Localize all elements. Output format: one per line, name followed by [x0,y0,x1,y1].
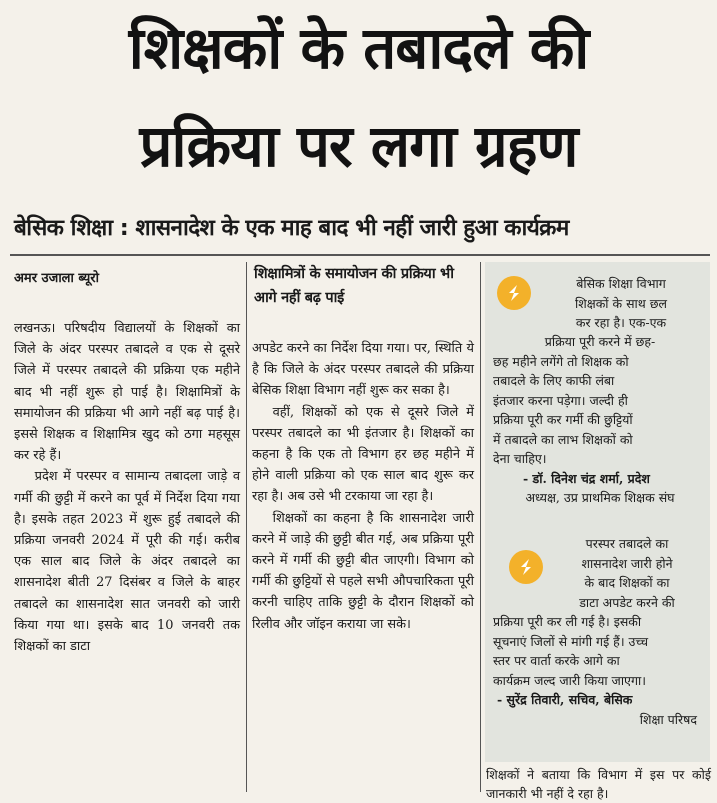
quote2-line: प्रक्रिया पूरी कर ली गई है। इसकी [493,614,642,629]
article-column-2 [252,338,474,635]
quote1-line: तबादले के लिए काफी लंबा [493,373,615,388]
quote2-attribution-role: शिक्षा परिषद [639,711,697,727]
column1-paragraph-2: प्रदेश में परस्पर व सामान्य तबादला जाड़े व गर्मी की छुट्टी में करने का पूर्व में निर्देश दिया गया है। इसके तहत 2023 में शुरू हुई तबादले की प्रक्रिया जनवरी 2024 में पूरी की गई। करीब एक साल बाद जिले के अंदर तबादले का शासनादेश बीती 27 दिसंबर व जिले के बाहर तबादले का शासनादेश सात जनवरी को जारी किया गया था। इसके बाद 10 जनवरी तक शिक्षकों का डाटा [14,469,240,655]
headline-line-1: शिक्षकों के तबादले की [128,14,589,82]
quote2-line: के बाद शिक्षकों का [584,575,670,590]
quote1-line: देना चाहिए। [493,451,547,466]
byline: अमर उजाला ब्यूरो [14,271,99,286]
quote-badge-icon [509,550,543,584]
column1-paragraph-1: लखनऊ। परिषदीय विद्यालयों के शिक्षकों का जिले के अंदर परस्पर तबादले व एक से दूसरे जिले में परस्पर तबादले की प्रक्रिया एक महीने बाद भी नहीं शुरू हो पाई है। शिक्षामित्रों के समायोजन की प्रक्रिया भी आगे नहीं बढ़ पाई है। इससे शिक्षक व शिक्षामित्र खुद को ठगा महसूस कर रहे हैं। [14,321,240,464]
column3-closing-text: शिक्षकों ने बताया कि विभाग में इस पर कोई जानकारी भी नहीं दे रहा है। [486,767,711,801]
subheadline: बेसिक शिक्षा : शासनादेश के एक माह बाद भी नहीं जारी हुआ कार्यक्रम [14,215,569,241]
quote1-line: इंतजार करना पड़ेगा। जल्दी ही [493,392,628,408]
article-column-1 [14,318,240,657]
quote2-line: स्तर पर वार्ता करके आगे का [493,653,620,668]
quote2-lead [547,534,707,612]
quote1-line: प्रक्रिया पूरी करने में छह- [544,334,656,349]
quote1-line: प्रक्रिया पूरी कर गर्मी की छुट्टियों [493,412,633,427]
quote2-line: सूचनाएं जिलों से मांगी गई हैं। उच्च [493,633,649,649]
quote1-line: छह महीने लगेंगे तो शिक्षक को [493,353,629,369]
column2-paragraph-3: शिक्षकों का कहना है कि शासनादेश जारी करने में जाड़े की छुट्टी बीत गई, अब प्रक्रिया पूरी करने में गर्मी की छुट्टी बीत जाएगी। विभाग को गर्मी की छुट्टियों से पहले सभी औपचारिकता पूरी करनी चाहिए ताकि छुट्टी के दौरान शिक्षकों को रिलीव और जॉइन कराया जा सके। [252,510,474,632]
headline [0,0,717,196]
column2-subheading: शिक्षामित्रों के समायोजन की प्रक्रिया भी आगे नहीं बढ़ पाई [254,266,454,306]
quote2-line: कार्यक्रम जल्द जारी किया जाएगा। [493,672,646,688]
quote1-line: बेसिक शिक्षा विभाग [576,276,666,291]
quote-badge-icon [497,276,531,310]
quote1-line: शिक्षकों के साथ छल [575,295,667,311]
quote-box [485,262,710,762]
top-divider [10,254,710,256]
quote1-lead [535,274,707,333]
column2-paragraph-1: अपडेट करने का निर्देश दिया गया। पर, स्थिति ये है कि जिले के अंदर परस्पर तबादले की प्रक्रिया बेसिक शिक्षा विभाग नहीं शुरू कर सका है। [252,341,474,399]
quote1-line: में तबादले का लाभ शिक्षकों को [493,431,633,447]
quote2-line: शासनादेश जारी होने [581,555,673,571]
quote2-line: डाटा अपडेट करने की [579,594,675,610]
quote2-body [493,612,707,729]
quote1-line: कर रहा है। एक-एक [575,315,667,330]
quote1-attribution-role: अध्यक्ष, उप्र प्राथमिक शिक्षक संघ [525,490,675,505]
quote2-line: परस्पर तबादले का [585,536,669,551]
quote1-attribution: - डॉ. दिनेश चंद्र शर्मा, प्रदेश [523,470,650,486]
quote1-body [493,332,707,508]
headline-line-2: प्रक्रिया पर लगा ग्रहण [139,112,578,180]
column-divider-2 [480,262,481,792]
column-divider-1 [246,262,247,792]
quote2-attribution: - सुरेंद्र तिवारी, सचिव, बेसिक [497,692,633,707]
column2-paragraph-2: वहीं, शिक्षकों को एक से दूसरे जिले में परस्पर तबादले का भी इंतजार है। शिक्षकों का कहना है कि एक तो विभाग हर छह महीने में होने वाली प्रक्रिया को एक साल बाद शुरू कर रहा है। अब उसे भी टरकाया जा रहा है। [252,404,474,505]
